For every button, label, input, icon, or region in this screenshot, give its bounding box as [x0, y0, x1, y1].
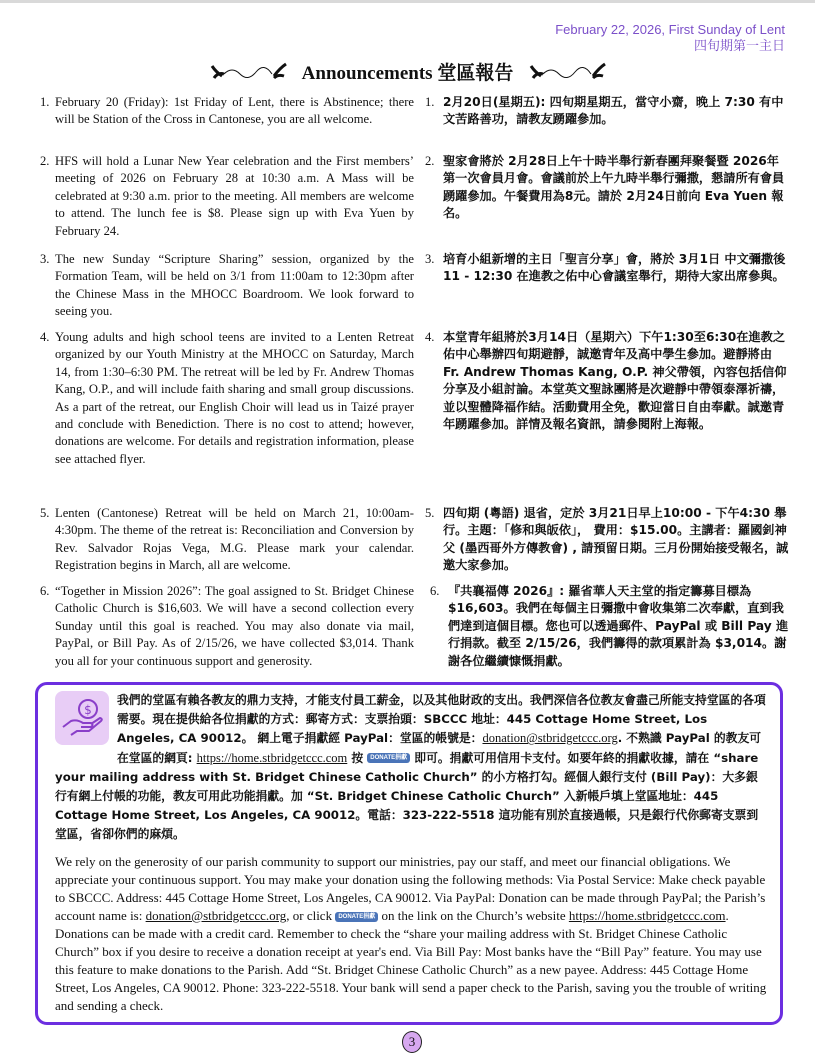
item-text: 本堂青年組將於3月14日（星期六）下午1:30至6:30在進教之佑中心舉辦四旬期避靜，誠邀青年及高中學生參加。避靜將由 Fr. Andrew Thomas Kang, O.P. 神父帶領，內容包括信仰分享及小組討論。本堂英文聖詠團將是次避靜中帶領泰澤祈禱，並以聖體降福作結。活動費用全免，歡迎當日自由奉獻。誠邀青年踴躍參加。詳情及報名資訊，請參閱附上海報。: [443, 330, 787, 432]
page-title: Announcements 堂區報告: [301, 63, 514, 84]
item-number: 1.: [425, 95, 435, 109]
announcement-item-en: [40, 153, 414, 251]
announcement-item-zh: [425, 583, 790, 676]
item-number: 5.: [40, 506, 50, 520]
donation-hand-coin-icon: [55, 691, 109, 745]
announcements: [40, 94, 790, 676]
donation-english-text: [55, 853, 768, 1016]
item-text: The new Sunday “Scripture Sharing” session, organized by the Formation Team, will be held on 3/1 from 11:00am to 12:30pm after the Chinese Mass in the MHOCC Boardroom. We look forward to seeing you.: [55, 252, 414, 319]
item-number: 3.: [425, 252, 435, 266]
text-segment: 即可。捐獻可用信用卡支付。如要年終的捐獻收據，請在 “share your mailing address with St. Bridget Chinese Catholic Church” 的小方格打勾。經個人銀行支付 (Bill Pay)：大多銀行有網上付帳的功能，教友可用此功能捐獻。加 “St. Bridget Chinese Catholic Church” 入新帳戶填上堂區地址：445 Cottage Home Street, Los Angeles, CA 90012。電話：323-222-5518 這功能有別於直接過帳，只是銀行代你郵寄支票到堂區，省卻你們的麻煩。: [55, 750, 759, 842]
item-text: “Together in Mission 2026”: The goal assigned to St. Bridget Chinese Catholic Church is $16,603. We will have a second collection every Sunday until this goal is reached. You may also donate via mail, PayPal, or Bill Pay. As of 2/15/26, we have collected $3,014. Thank you all for your continuous support and generosity.: [55, 584, 414, 668]
text-segment: We rely on the generosity of our parish community to support our ministries, pay our staff, and meet our financial obligations. We appreciate your continuous support. You may make your donation using the following methods: Via Postal Service: Make check payable to SBCCC. Address: 445 Cottage Home Street, Los Angeles, CA 90012. Via PayPal: Donation can be made through PayPal; the Parish’s account name is:: [55, 853, 766, 923]
text-segment: 按: [347, 750, 368, 765]
text-segment: . 不熟識 PayPal 的教友可在堂區的網頁:: [117, 731, 762, 765]
date-chinese: 四旬期第一主日: [693, 38, 785, 53]
item-number: 2.: [425, 154, 435, 168]
announcement-item-zh: [425, 329, 790, 505]
item-text: 培育小組新增的主日「聖言分享」會，將於 3月1日 中文彌撒後 11 - 12:30 在進教之佑中心會議室舉行，期待大家出席參與。: [443, 252, 786, 284]
item-text: 2月20日(星期五): 四旬期星期五，當守小齋，晚上 7:30 有中文苦路善功，請教友踴躍參加。: [443, 95, 784, 127]
item-number: 4.: [40, 330, 50, 344]
item-number: 2.: [40, 154, 50, 168]
donate-button[interactable]: DONATE捐獻: [367, 753, 410, 763]
item-number: 5.: [425, 506, 435, 520]
donate-button[interactable]: DONATE捐獻: [335, 912, 378, 922]
email-link[interactable]: donation@stbridgetccc.org: [145, 907, 287, 923]
announcement-item-zh: [425, 505, 790, 583]
item-number: 6.: [40, 584, 50, 598]
announcement-item-zh: [425, 94, 790, 153]
svg-text:$: $: [84, 703, 92, 718]
item-number: 6.: [430, 584, 440, 598]
item-text: Young adults and high school teens are invited to a Lenten Retreat organized by our Youth Ministry at the MHOCC on Saturday, March 14, from 1:30–6:30 PM. The retreat will be led by Fr. Andrew Thomas Kang, O.P., and will include faith sharing and small group discussions. As a part of the retreat, our English Choir will lead us in Taizé prayer and conclude with Benediction. There is no cost to attend; however, donations are welcome. For details and registration information, please see attached flyer.: [55, 330, 414, 466]
announcement-item-zh: [425, 251, 790, 329]
text-segment: on the link on the Church’s website: [378, 907, 569, 923]
announcement-item-en: [40, 329, 414, 505]
announcement-item-en: [40, 583, 414, 676]
announcement-item-zh: [425, 153, 790, 251]
donation-chinese-text: [55, 691, 768, 845]
item-text: 『共襄福傳 2026』: 羅省華人天主堂的指定籌募目標為 $16,603。我們在每個主日彌撒中會收集第二次奉獻，直到我們達到這個目標。您也可以透過郵件、PayPal 或 Bill Pay 進行捐款。截至 2/15/26，我們籌得的款項累計為 $3,014。謝謝各位繼續慷慨捐獻。: [448, 584, 789, 668]
item-text: Lenten (Cantonese) Retreat will be held on March 21, 10:00am-4:30pm. The theme of the retreat is: Reconciliation and Conversion by Rev. Salvador Rojas Vega, M.G. Please mark your calendar. Registration begins in March, all are welcome.: [55, 506, 414, 573]
announcement-item-en: [40, 94, 414, 153]
item-number: 4.: [425, 330, 435, 344]
text-segment: . Donations can be made with a credit card. Remember to check the “share your mailing address with St. Bridget Chinese Catholic Church” box if you desire to receive a donation receipt at year's end. Via Bill Pay: Most banks have the “Bill Pay” feature. You may use this feature to make donations to the Parish. Add “St. Bridget Chinese Catholic Church” as a new payee. Address: 445 Cottage Home Street, Los Angeles, CA 90012. Phone: 323-222-5518. Your bank will send a paper check to the Parish, saving you the trouble of writing and sending a check.: [55, 907, 767, 1014]
item-text: 聖家會將於 2月28日上午十時半舉行新春團拜聚餐暨 2026年第一次會員月會。會議前於上午九時半舉行彌撒，懇請所有會員踴躍參加。午餐費用為8元。請於 2月24日前向 Eva Yuen 報名。: [443, 154, 785, 221]
text-segment: , or click: [286, 907, 336, 923]
website-link[interactable]: https://home.stbridgetccc.com: [568, 907, 726, 923]
website-link[interactable]: https://home.stbridgetccc.com: [196, 750, 348, 765]
page-number: 3: [402, 1031, 422, 1053]
item-text: 四旬期 (粵語) 退省，定於 3月21日早上10:00 - 下午4:30 舉行。主題：「修和與皈依」， 費用：$15.00。主講者：羅國釗神父 (墨西哥外方傳教會) , 請預留日期。三月份開始接受報名，誠邀大家參加。: [443, 506, 789, 573]
email-link[interactable]: donation@stbridgetccc.org: [482, 731, 618, 746]
item-number: 3.: [40, 252, 50, 266]
donation-info-box: [35, 682, 783, 1024]
item-number: 1.: [40, 95, 50, 109]
item-text: February 20 (Friday): 1st Friday of Lent, there is Abstinence; there will be Station of the Cross in Cantonese, you are all welcome.: [55, 95, 414, 127]
text-segment: 我們的堂區有賴各教友的鼎力支持，才能支付員工薪金，以及其他財政的支出。我們深信各位教友會盡己所能支持堂區的各項需要。現在提供給各位捐獻的方式：郵寄方式：支票抬頭：SBCCC 地址：445 Cottage Home Street, Los Angeles, CA 90012。 網上電子捐獻經 PayPal：堂區的帳號是：: [117, 693, 766, 746]
item-text: HFS will hold a Lunar New Year celebration and the First members’ meeting of 2026 on February 28 at 10:30 a.m. A Mass will be celebrated at 9:30 a.m. prior to the meeting. All members are welcome to attend. The lunch fee is $8. Please sign up with Eva Yuen by February 24.: [55, 154, 414, 238]
announcement-item-en: [40, 251, 414, 329]
announcement-item-en: [40, 505, 414, 583]
date-english: February 22, 2026, First Sunday of Lent: [555, 22, 785, 37]
